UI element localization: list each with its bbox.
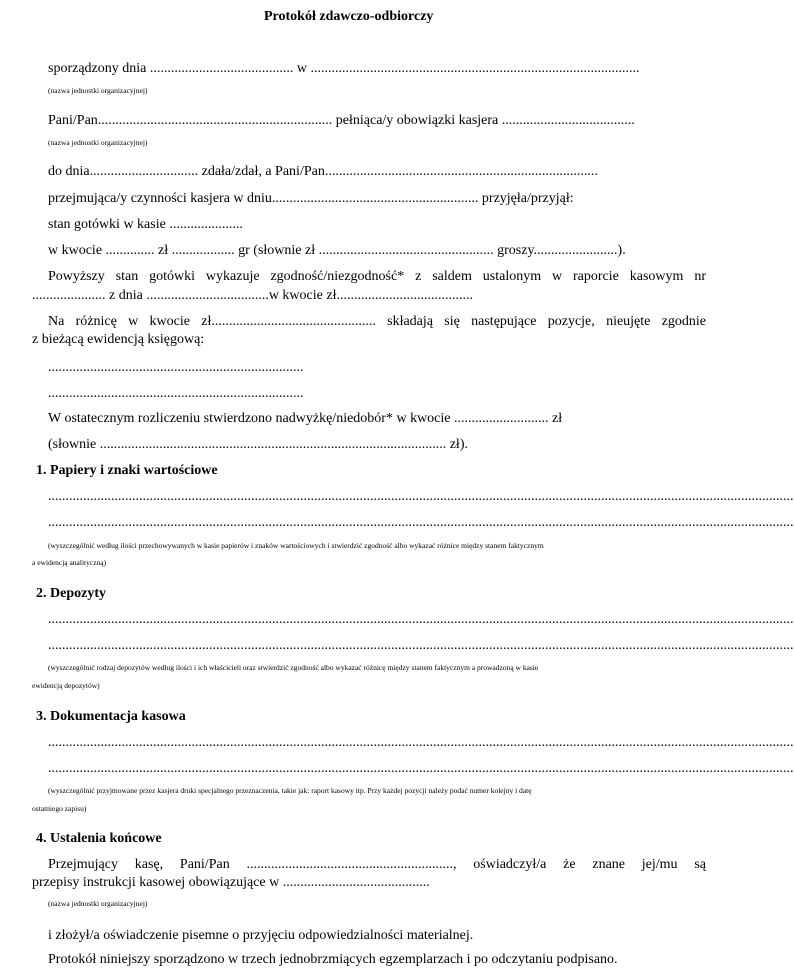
section-2-dots-2: ..................................................................................................................................................................................................................... — [48, 638, 794, 653]
section-3-dots-1: ..................................................................................................................................................................................................................... — [48, 735, 794, 750]
section-4-line3: i złożył/a oświadczenie pisemne o przyjęciu odpowiedzialności materialnej. — [48, 928, 474, 943]
intro-line-handover: do dnia............................... zdała/zdał, a Pani/Pan.............................................................................. — [48, 164, 598, 179]
section-1-note-line1: (wyszczególnić według ilości przechowywanych w kasie papierów i znaków wartościowych i stwierdzić zgodność albo wykazać różnice między stanem faktycznym — [48, 541, 544, 550]
section-3-dots-2: ..................................................................................................................................................................................................................... — [48, 761, 794, 776]
section-4-heading: 4. Ustalenia końcowe — [36, 831, 162, 846]
section-1-dots-2: ..................................................................................................................................................................................................................... — [48, 515, 794, 530]
section-1-note-line2: a ewidencją analityczną) — [32, 558, 107, 567]
intro-line-receiver: przejmująca/y czynności kasjera w dniu........................................................... przyjęła/przyjął: — [48, 191, 574, 206]
difference-dots-2: ......................................................................... — [48, 386, 304, 401]
section-3-heading: 3. Dokumentacja kasowa — [36, 709, 186, 724]
section-1-heading: 1. Papiery i znaki wartościowe — [36, 463, 218, 478]
section-3-note-line2: ostatniego zapisu) — [32, 804, 87, 813]
intro-note-unit-2: (nazwa jednostki organizacyjnej) — [48, 138, 148, 147]
final-settlement-words: (słownie ................................................................................................... zł). — [48, 437, 468, 452]
section-3-note-line1: (wyszczególnić przyjmowane przez kasjera druki specjalnego przeznaczenia, takie jak: raport kasowy itp. Przy każdej pozycji należy podać numer kolejny i datę — [48, 786, 532, 795]
difference-dots-1: ......................................................................... — [48, 360, 304, 375]
section-4-line4: Protokół niniejszy sporządzono w trzech jednobrzmiących egzemplarzach i po odczytaniu podpisano. — [48, 952, 618, 967]
intro-line-date-place: sporządzony dnia ......................................... w .............................................................................................. — [48, 61, 640, 76]
para-difference-line2: z bieżącą ewidencją księgową: — [32, 332, 205, 347]
para-consistency-line2: ..................... z dnia ...................................w kwocie zł....................................... — [32, 288, 473, 303]
intro-line-cash-state: stan gotówki w kasie ..................... — [48, 217, 243, 232]
intro-line-cashier: Pani/Pan................................................................... pełniąca/y obowiązki kasjera ...................................... — [48, 113, 635, 128]
section-4-line2: przepisy instrukcji kasowej obowiązujące w .......................................... — [32, 875, 430, 890]
section-2-heading: 2. Depozyty — [36, 586, 106, 601]
para-difference-line1: Na różnicę w kwocie zł............................................... składają się następujące pozycje, nieujęte zgodnie — [48, 314, 706, 329]
intro-note-unit: (nazwa jednostki organizacyjnej) — [48, 86, 148, 95]
section-4-line1: Przejmujący kasę, Pani/Pan ..........................................................., oświadczył/a że znane jej/mu są — [48, 857, 706, 872]
section-2-note-line2: ewidencją depozytów) — [32, 681, 100, 690]
section-1-dots-1: ..................................................................................................................................................................................................................... — [48, 489, 794, 504]
para-consistency-line1: Powyższy stan gotówki wykazuje zgodność/niezgodność* z saldem ustalonym w raporcie kasowym nr — [48, 269, 706, 284]
section-4-note: (nazwa jednostki organizacyjnej) — [48, 899, 148, 908]
page-title: Protokół zdawczo-odbiorczy — [264, 9, 434, 24]
intro-line-amount: w kwocie .............. zł .................. gr (słownie zł .................................................. groszy........................). — [48, 243, 626, 258]
section-2-dots-1: ..................................................................................................................................................................................................................... — [48, 612, 794, 627]
final-settlement-line: W ostatecznym rozliczeniu stwierdzono nadwyżkę/niedobór* w kwocie ........................... zł — [48, 411, 563, 426]
section-2-note-line1: (wyszczególnić rodzaj depozytów według ilości i ich właścicieli oraz stwierdzić zgodność albo wykazać różnicę między stanem faktycznym a prowadzoną w kasie — [48, 663, 539, 672]
